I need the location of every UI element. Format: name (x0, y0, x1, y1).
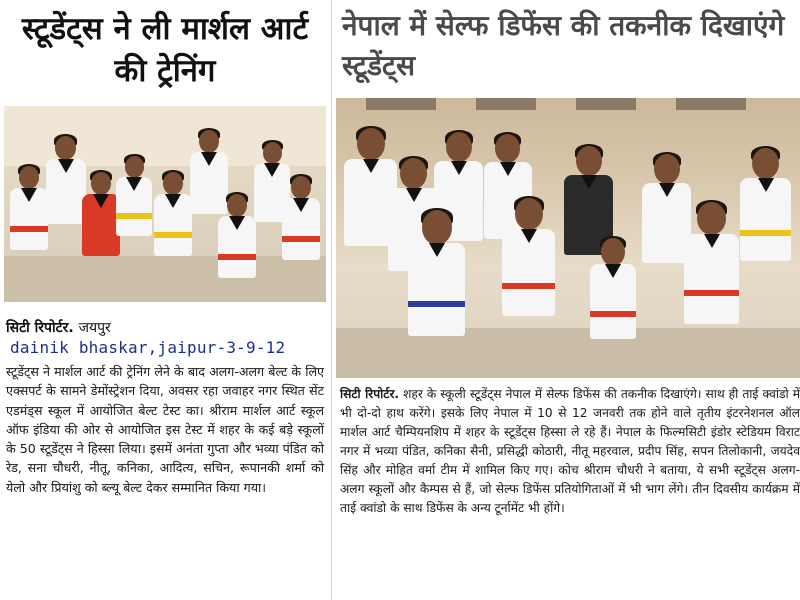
left-article (0, 0, 328, 600)
left-photo-students-in-dobok (4, 106, 326, 302)
right-headline: नेपाल में सेल्फ डिफेंस की तकनीक दिखाएंगे स्टूडेंट्स (342, 9, 785, 82)
right-byline-lead: सिटी रिपोर्टर. (340, 387, 400, 401)
left-body-text: स्टूडेंट्स ने मार्शल आर्ट की ट्रेनिंग लेने के बाद अलग-अलग बेल्ट के लिए एक्सपर्ट के सामने डेमोंस्ट्रेशन दिया, अवसर रहा जवाहर नगर स्थित सेंट एडमंड्स स्कूल में आयोजित बेल्ट टेस्ट का। श्रीराम मार्शल आर्ट स्कूल ऑफ इंडिया की ओर से आयोजित इस टेस्ट में शहर के कई बड़े स्कूलों के 50 स्टूडेंट्स ने हिस्सा लिया। इसमें अनंता गुप्ता और भव्या पंडित को रेड, सना चौधरी, नीतू, कनिका, आदित्य, सचिन, रूपानकी शर्मा को येलो और प्रियांशु को ब्ल्यू बेल्ट देकर सम्मानित किया गया। (6, 364, 324, 495)
right-article (336, 0, 800, 600)
left-byline-city: जयपुर (78, 320, 111, 336)
source-note: dainik bhaskar,jaipur-3-9-12 (10, 338, 286, 357)
left-byline (6, 318, 322, 337)
right-body-paragraph: शहर के स्कूली स्टूडेंट्स नेपाल में सेल्फ डिफेंस की तकनीक दिखाएंगे। साथ ही ताई क्वांडो में भी दो-दो हाथ करेंगे। इसके लिए नेपाल में 10 से 12 जनवरी तक होने वाले तृतीय इंटरनेशनल ऑल मार्शल आर्ट चैम्पियनशिप में शहर के स्टूडेंट्स हिस्सा ले रहे हैं। नेपाल के फिल्मसिटी इंडोर स्टेडियम विराट नगर में भव्या पंडित, कनिका सैनी, प्रसिद्धी कोठारी, नीतू महरवाल, प्रदीप सिंह, सपन तिलोकानी, जयदेव सिंह और मोहित वर्मा टीम में शामिल किए गए। कोच श्रीराम चौधरी ने बताया, ये सभी स्टूडेंट्स अलग-अलग स्कूलों और कैम्पस से हैं, जो सेल्फ डिफेंस प्रतियोगिताओं में भी भाग लेंगे। तीन दिवसीय कार्यक्रम में ताई क्वांडो के साथ डिफेंस के अन्य टूर्नामेंट भी होंगे। (340, 387, 800, 515)
right-photo-team-group (336, 98, 800, 378)
right-body-text (340, 385, 800, 518)
column-divider (331, 0, 332, 600)
left-byline-lead: सिटी रिपोर्टर. (6, 320, 74, 336)
left-headline: स्टूडेंट्स ने ली मार्शल आर्ट की ट्रेनिंग (21, 11, 309, 89)
